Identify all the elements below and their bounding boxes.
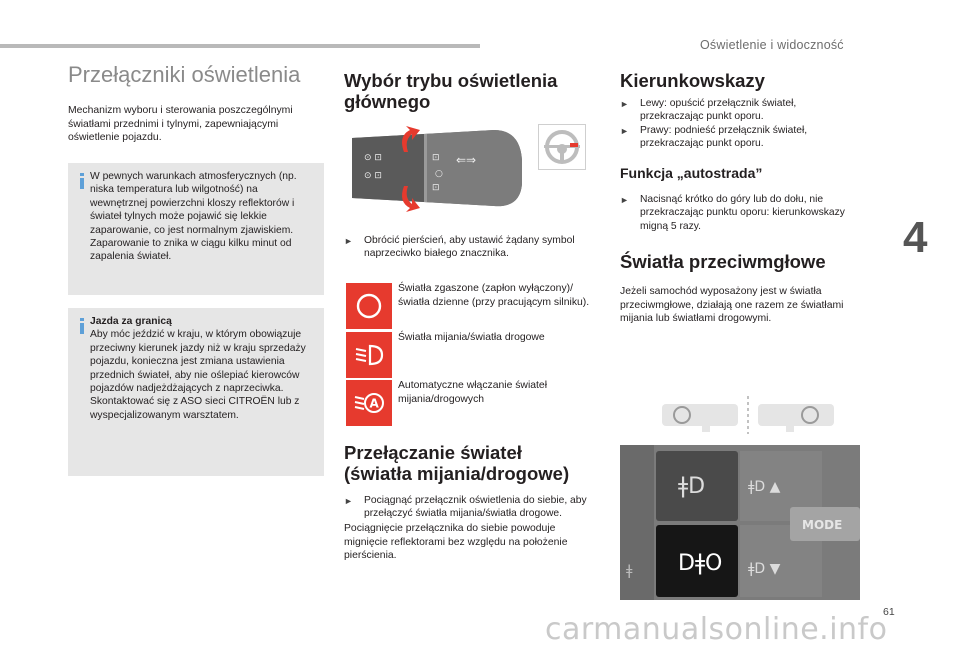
svg-text:⇐⇒: ⇐⇒ [456, 153, 477, 167]
info-note-text: W pewnych warunkach atmosferycznych (np. niska temperatura lub wilgotność) na wewnętrznej powierzchni kloszy reflektorów i świateł tylnych może pojawić się lekkie zaparowanie, co jest normalnym zjawiskiem. Zaparowanie to znika w ciągu kilku minut od zapalenia świateł. [90, 171, 297, 263]
svg-text:○: ○ [435, 169, 443, 179]
svg-text:⊙ ⊡: ⊙ ⊡ [364, 153, 382, 163]
info-icon [80, 173, 84, 189]
intro-paragraph: Mechanizm wyboru i sterowania poszczególnymi światłami przednimi i tylnymi, zapewniającymi oświetlenie pojazdu. [68, 105, 293, 144]
svg-text:⊡: ⊡ [432, 183, 440, 193]
svg-text:ǂD ▼: ǂD ▼ [748, 561, 781, 577]
page-number: 61 [883, 606, 895, 618]
info-icon [80, 318, 84, 334]
watermark: carmanualsonline.info [545, 612, 888, 647]
info-note-body: Aby móc jeździć w kraju, w którym obowiązuje przeciwny kierunek jazdy niż w kraju sprzedaży pojazdu, konieczna jest zmiana ustawienia przednich świateł, aby nie oślepiać kierowców pojazdów nadjeżdżających z naprzeciwka. Skontaktować się z ASO sieci CITROËN lub z wyspecjalizowanym warsztatem. [90, 329, 306, 421]
svg-text:ǂ: ǂ [626, 563, 633, 579]
section-header: Oświetlenie i widoczność [700, 38, 844, 52]
fog-paragraph: Jeżeli samochód wyposażony jest w światła przeciwmgłowe, działają one razem ze światłami mijania lub światłami drogowymi. [620, 286, 844, 325]
bullet-pull-stalk [344, 494, 600, 521]
section-title-main-lights: Wybór trybu oświetlenia głównego [344, 70, 558, 112]
bullet-right-indicator [620, 124, 860, 151]
mode-text-off: Światła zgaszone (zapłon wyłączony)/ światła dzienne (przy pracującym silniku). [398, 283, 590, 308]
bullet-text: Pociągnąć przełącznik oświetlenia do siebie, aby przełączyć światła mijania/światła drogowe. [364, 495, 587, 520]
bullet-highway [620, 193, 864, 233]
svg-text:ǂD ▲: ǂD ▲ [748, 479, 781, 495]
bullet-text: Obrócić pierścień, aby ustawić żądany symbol naprzeciwko białego znacznika. [364, 235, 575, 260]
svg-text:ǂD: ǂD [678, 474, 706, 499]
light-stalk-illustration [344, 120, 532, 216]
header-rule [0, 44, 480, 48]
bullet-left-indicator [620, 97, 860, 124]
info-note-title: Jazda za granicą [90, 316, 172, 327]
svg-text:⊙ ⊡: ⊙ ⊡ [364, 171, 382, 181]
section-title-switch-lights: Przełączanie świateł (światła mijania/drogowe) [344, 442, 570, 484]
page-title: Przełączniki oświetlenia [68, 62, 301, 87]
bullet-rotate-ring [344, 234, 592, 261]
stalk-position-illustration [660, 396, 838, 434]
fog-light-buttons-illustration [620, 445, 860, 600]
mode-text-headlights: Światła mijania/światła drogowe [398, 332, 545, 343]
bullet-marker: ► [620, 195, 629, 205]
svg-text:A: A [369, 396, 379, 411]
bullet-text: Lewy: opuścić przełącznik świateł, przekraczając punkt oporu. [640, 98, 797, 123]
switch-paragraph: Pociągnięcie przełącznika do siebie powoduje mignięcie reflektorami bez względu na położenie pierścienia. [344, 523, 568, 562]
bullet-marker: ► [620, 126, 629, 136]
bullet-text: Nacisnąć krótko do góry lub do dołu, nie przekraczając punktu oporu: kierunkowskazy migną 5 razy. [640, 194, 845, 232]
mode-text-auto: Automatyczne włączanie świateł mijania/drogowych [398, 380, 548, 405]
info-note-fogging [68, 163, 324, 295]
subsection-title-highway: Funkcja „autostrada” [620, 165, 763, 181]
bullet-marker: ► [344, 496, 353, 506]
headlights-icon [346, 332, 392, 378]
bullet-text: Prawy: podnieść przełącznik świateł, przekraczając punkt oporu. [640, 125, 808, 150]
svg-text:⊡: ⊡ [432, 153, 440, 163]
chapter-number: 4 [903, 213, 928, 262]
auto-lights-icon [346, 380, 392, 426]
section-title-fog-lights: Światła przeciwmgłowe [620, 251, 826, 272]
lights-off-icon [346, 283, 392, 329]
mode-button-label: MODE [802, 518, 843, 532]
info-note-abroad [68, 308, 324, 476]
steering-wheel-icon [538, 124, 586, 170]
bullet-marker: ► [344, 236, 353, 246]
svg-text:DǂO: DǂO [678, 551, 723, 576]
info-note-text [90, 315, 316, 422]
bullet-marker: ► [620, 99, 629, 109]
section-title-indicators: Kierunkowskazy [620, 70, 765, 91]
